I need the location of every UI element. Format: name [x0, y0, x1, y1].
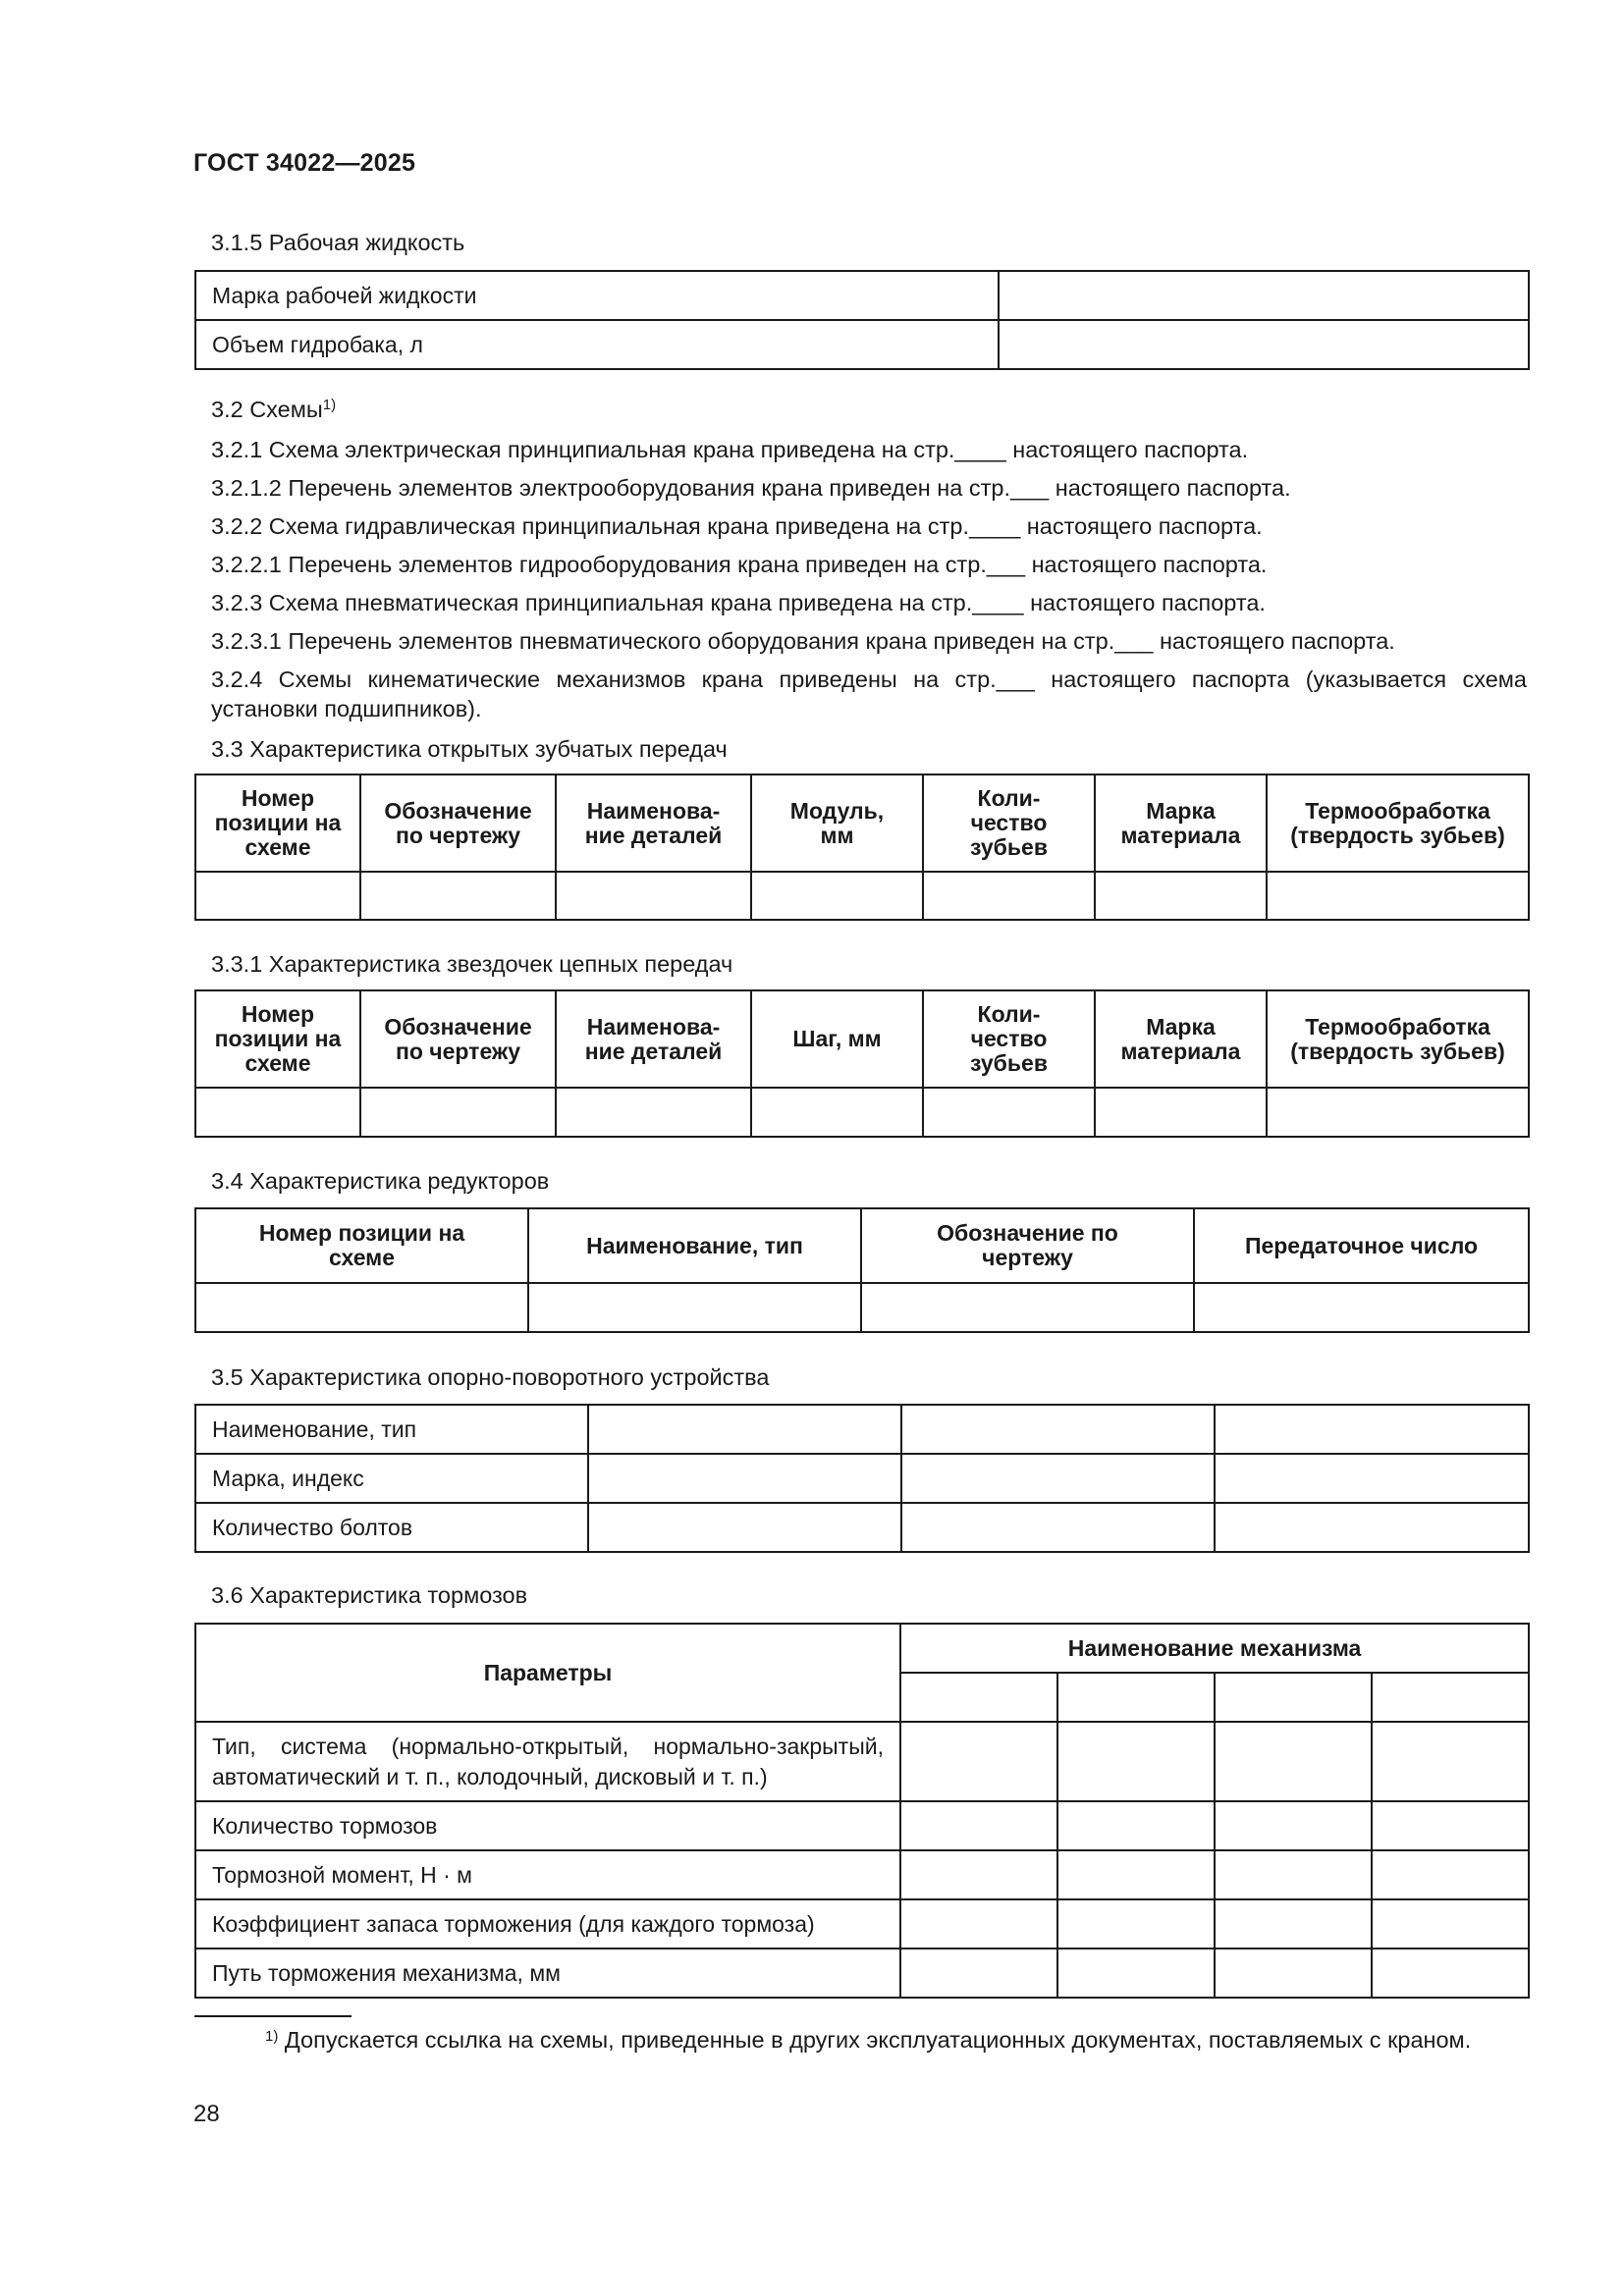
- mechanism-name-cell[interactable]: [1057, 1673, 1215, 1722]
- data-cell[interactable]: [1215, 1850, 1372, 1899]
- column-header: Термообработка (твердость зубьев): [1267, 990, 1529, 1088]
- data-cell[interactable]: [751, 872, 923, 920]
- row-label: Количество болтов: [195, 1503, 588, 1552]
- row-label: Марка рабочей жидкости: [195, 271, 999, 320]
- mechanism-name-cell[interactable]: [900, 1673, 1057, 1722]
- data-cell[interactable]: [1267, 872, 1529, 920]
- data-cell[interactable]: [1057, 1899, 1215, 1949]
- section-3-6-title: 3.6 Характеристика тормозов: [211, 1582, 528, 1608]
- footnote-separator: [194, 2015, 352, 2017]
- header-row: [195, 774, 1529, 872]
- row-label: Наименование, тип: [195, 1405, 588, 1454]
- column-header: Шаг, мм: [751, 990, 923, 1088]
- table-chain-sprockets: [194, 989, 1530, 1138]
- data-cell[interactable]: [1267, 1088, 1529, 1137]
- data-cell[interactable]: [195, 1283, 528, 1332]
- table-row: [195, 872, 1529, 920]
- data-cell[interactable]: [1194, 1283, 1529, 1332]
- data-cell[interactable]: [195, 1088, 360, 1137]
- row-label: Коэффициент запаса торможения (для каждого тормоза): [195, 1899, 900, 1949]
- row-label: Объем гидробака, л: [195, 320, 999, 369]
- section-3-1-5-title: 3.1.5 Рабочая жидкость: [211, 230, 465, 255]
- data-cell[interactable]: [1057, 1722, 1215, 1801]
- footnote-ref[interactable]: 1): [322, 397, 337, 413]
- column-header: Наименова-ние деталей: [556, 774, 751, 872]
- column-header: Наименование, тип: [528, 1208, 861, 1283]
- column-header: Обозначение по чертежу: [861, 1208, 1194, 1283]
- column-header: Наименова-ние деталей: [556, 990, 751, 1088]
- section-3-3-title: 3.3 Характеристика открытых зубчатых передач: [211, 736, 728, 762]
- column-header: Обозначение по чертежу: [360, 774, 556, 872]
- table-row: [195, 1088, 1529, 1137]
- data-cell[interactable]: [1215, 1949, 1372, 1998]
- data-cell[interactable]: [588, 1405, 901, 1454]
- column-header: Номер позиции на схеме: [195, 774, 360, 872]
- section-3-2-3-1: 3.2.3.1 Перечень элементов пневматического оборудования крана приведен на стр.___ настоящего паспорта.: [211, 628, 1395, 654]
- data-cell[interactable]: [923, 1088, 1095, 1137]
- data-cell[interactable]: [1372, 1949, 1529, 1998]
- data-cell[interactable]: [1372, 1722, 1529, 1801]
- table-row: [195, 1850, 1529, 1899]
- column-header-parameters: Параметры: [195, 1624, 900, 1722]
- section-3-2-4: 3.2.4 Схемы кинематические механизмов крана приведены на стр.___ настоящего паспорта (указывается схема установки подшипников).: [211, 667, 1527, 721]
- section-3-2-2: 3.2.2 Схема гидравлическая принципиальная крана приведена на стр.____ настоящего паспорта.: [211, 513, 1263, 539]
- data-cell[interactable]: [528, 1283, 861, 1332]
- document-id: ГОСТ 34022—2025: [193, 149, 416, 177]
- data-cell[interactable]: [556, 1088, 751, 1137]
- data-cell[interactable]: [861, 1283, 1194, 1332]
- data-cell[interactable]: [900, 1899, 1057, 1949]
- mechanism-name-cell[interactable]: [1215, 1673, 1372, 1722]
- data-cell[interactable]: [1372, 1801, 1529, 1850]
- section-3-2-3: 3.2.3 Схема пневматическая принципиальная крана приведена на стр.____ настоящего паспорта.: [211, 590, 1266, 615]
- data-cell[interactable]: [1057, 1801, 1215, 1850]
- row-label: Тип, система (нормально-открытый, нормально-закрытый, автоматический и т. п., колодочный, дисковый и т. п.): [195, 1722, 900, 1801]
- table-row: [195, 1503, 1529, 1552]
- data-cell[interactable]: [1215, 1722, 1372, 1801]
- data-cell[interactable]: [1215, 1454, 1529, 1503]
- value-cell[interactable]: [999, 271, 1529, 320]
- data-cell[interactable]: [900, 1850, 1057, 1899]
- data-cell[interactable]: [923, 872, 1095, 920]
- table-row: [195, 1454, 1529, 1503]
- section-3-4-title: 3.4 Характеристика редукторов: [211, 1168, 550, 1194]
- data-cell[interactable]: [901, 1503, 1215, 1552]
- row-label: Путь торможения механизма, мм: [195, 1949, 900, 1998]
- table-row: [195, 1405, 1529, 1454]
- table-reducers: [194, 1207, 1530, 1333]
- column-header: Номер позиции на схеме: [195, 990, 360, 1088]
- data-cell[interactable]: [195, 872, 360, 920]
- value-cell[interactable]: [999, 320, 1529, 369]
- table-gear-transmissions: [194, 774, 1530, 921]
- data-cell[interactable]: [900, 1949, 1057, 1998]
- table-row: [195, 1801, 1529, 1850]
- page-number: 28: [193, 2101, 220, 2127]
- footnote-text: Допускается ссылка на схемы, приведенные в других эксплуатационных документах, поставляемых с краном.: [284, 2027, 1472, 2053]
- section-3-3-1-title: 3.3.1 Характеристика звездочек цепных передач: [211, 951, 733, 977]
- section-3-2-2-1: 3.2.2.1 Перечень элементов гидрооборудования крана приведен на стр.___ настоящего паспорта.: [211, 552, 1268, 577]
- data-cell[interactable]: [556, 872, 751, 920]
- section-3-2-title-text: 3.2 Схемы: [211, 397, 323, 422]
- section-3-2-1-2: 3.2.1.2 Перечень элементов электрооборудования крана приведен на стр.___ настоящего паспорта.: [211, 475, 1291, 501]
- data-cell[interactable]: [1372, 1850, 1529, 1899]
- header-row: [195, 990, 1529, 1088]
- data-cell[interactable]: [901, 1405, 1215, 1454]
- data-cell[interactable]: [588, 1454, 901, 1503]
- table-slewing-device: [194, 1404, 1530, 1553]
- table-brakes: [194, 1623, 1530, 1999]
- column-header: Коли-чество зубьев: [923, 990, 1095, 1088]
- section-3-2-title: [211, 395, 336, 424]
- data-cell[interactable]: [900, 1722, 1057, 1801]
- column-header: Марка материала: [1095, 990, 1267, 1088]
- mechanism-name-cell[interactable]: [1372, 1673, 1529, 1722]
- data-cell[interactable]: [901, 1454, 1215, 1503]
- column-header: Обозначение по чертежу: [360, 990, 556, 1088]
- column-header: Номер позиции на схеме: [195, 1208, 528, 1283]
- data-cell[interactable]: [1215, 1405, 1529, 1454]
- data-cell[interactable]: [1057, 1850, 1215, 1899]
- column-header-mechanism: Наименование механизма: [900, 1624, 1529, 1673]
- header-row: [195, 1624, 1529, 1673]
- data-cell[interactable]: [751, 1088, 923, 1137]
- row-label: Марка, индекс: [195, 1454, 588, 1503]
- table-row: [195, 1722, 1529, 1801]
- data-cell[interactable]: [588, 1503, 901, 1552]
- footnote: [194, 2025, 1526, 2056]
- section-3-2-1: 3.2.1 Схема электрическая принципиальная крана приведена на стр.____ настоящего паспорта.: [211, 437, 1249, 462]
- data-cell[interactable]: [1215, 1899, 1372, 1949]
- data-cell[interactable]: [1095, 1088, 1267, 1137]
- table-row: [195, 1949, 1529, 1998]
- data-cell[interactable]: [1372, 1899, 1529, 1949]
- row-label: Количество тормозов: [195, 1801, 900, 1850]
- table-row: [195, 1283, 1529, 1332]
- table-row: [195, 271, 1529, 320]
- column-header: Термообработка (твердость зубьев): [1267, 774, 1529, 872]
- data-cell[interactable]: [360, 872, 556, 920]
- data-cell[interactable]: [1215, 1801, 1372, 1850]
- column-header: Модуль, мм: [751, 774, 923, 872]
- data-cell[interactable]: [1095, 872, 1267, 920]
- footnote-mark: 1): [265, 2028, 279, 2045]
- data-cell[interactable]: [360, 1088, 556, 1137]
- table-row: [195, 320, 1529, 369]
- table-row: [195, 1899, 1529, 1949]
- table-working-fluid: [194, 270, 1530, 370]
- data-cell[interactable]: [1057, 1949, 1215, 1998]
- column-header: Марка материала: [1095, 774, 1267, 872]
- header-row: [195, 1208, 1529, 1283]
- section-3-5-title: 3.5 Характеристика опорно-поворотного устройства: [211, 1364, 770, 1390]
- column-header: Передаточное число: [1194, 1208, 1529, 1283]
- data-cell[interactable]: [1215, 1503, 1529, 1552]
- row-label: Тормозной момент, Н · м: [195, 1850, 900, 1899]
- data-cell[interactable]: [900, 1801, 1057, 1850]
- column-header: Коли-чество зубьев: [923, 774, 1095, 872]
